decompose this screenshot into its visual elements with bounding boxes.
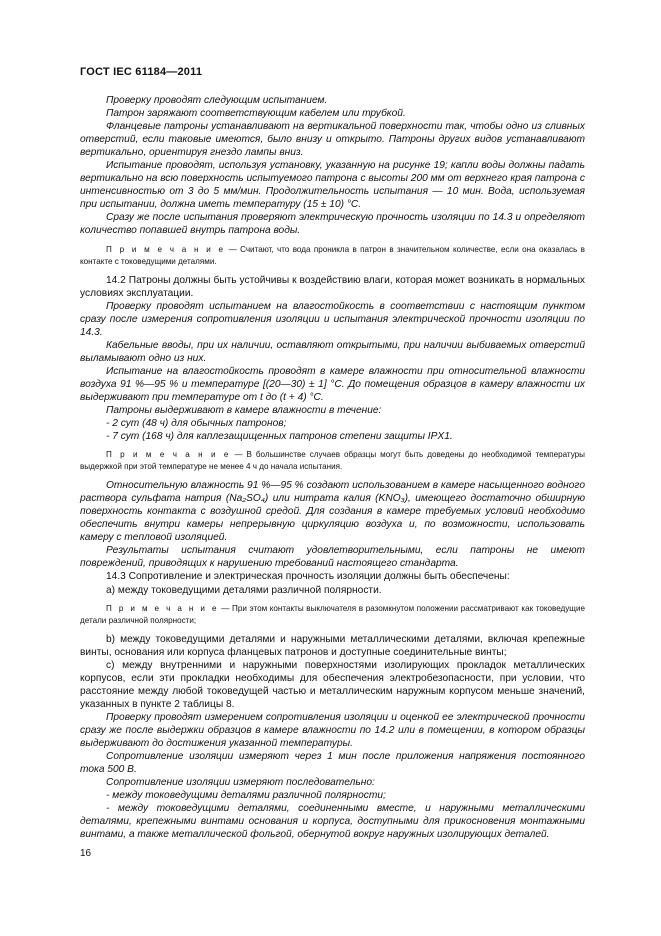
paragraph: Патроны выдерживают в камере влажности в течение: <box>106 404 382 416</box>
paragraph: Относительную влажность 91 %—95 % создают использованием в камере насыщенного водного раствора сульфата натрия (Na₂SO₄) или нитрата калия (KNO₃), имеющего достаточно обширную поверхность контакта с воздушной средой. Для создания в камере требуемых условий необходимо обеспечить внутри камеры непрерывную циркуляцию воздуха и, по возможности, использовать камеру с тепловой изоляцией. <box>80 480 585 544</box>
paragraph: Сопротивление изоляции измеряют через 1 мин после приложения напряжения постоянного тока 500 В. <box>80 750 585 776</box>
note-label: П р и м е ч а н и е <box>106 450 231 460</box>
paragraph: Проверку проводят испытанием на влагостойкость в соответствии с настоящим пунктом сразу после измерения сопротивления изоляции и испытания электрической прочности изоляции по 14.3. <box>80 300 585 338</box>
paragraph: c) между внутренними и наружными поверхностями изолирующих прокладок металлических корпусов, если эти прокладки необходимы для обеспечения электробезопасности, при условии, что расстояние между любой токоведущей частью и металлическим наружным корпусом меньше значений, указанных в пункте 2 таблицы 8. <box>80 659 585 710</box>
paragraph: 14.2 Патроны должны быть устойчивы к воздействию влаги, которая может возникать в нормальных условиях эксплуатации. <box>80 274 585 299</box>
paragraph: - между токоведущими деталями различной полярности; <box>106 790 386 802</box>
paragraph: 14.3 Сопротивление и электрическая прочность изоляции должны быть обеспечены: <box>106 571 510 583</box>
note-text: — В большинстве случаев образцы могут быть доведены до необходимой температуры выдержкой при этой температуре не менее 4 ч до начала испытания. <box>80 450 585 472</box>
paragraph: Сопротивление изоляции измеряют последовательно: <box>106 777 375 789</box>
paragraph: Проверку проводят измерением сопротивления изоляции и оценкой ее электрической прочности сразу же после выдержки образцов в камере влажности по 14.2 или в помещении, в котором образцы выдерживают до достижения указанной температуры. <box>80 711 585 749</box>
paragraph: - между токоведущими деталями, соединенными вместе, и наружными металлическими деталями, крепежными винтами основания и корпуса, доступными для прикосновения монтажными винтами, а также металлической фольгой, обернутой вокруг наружных изолирующих деталей. <box>80 803 585 841</box>
page-number: 16 <box>80 848 92 859</box>
paragraph: Испытание проводят, используя установку, указанную на рисунке 19; капли воды должны падать вертикально на всю поверхность испытуемого патрона с высоты 200 мм от верхнего края патрона с интенсивностью от 3 до 5 мм/мин. Продолжительность испытания — 10 мин. Вода, используемая при испытании, должна иметь температуру (15 ± 10) °С. <box>80 160 585 211</box>
note-label: П р и м е ч а н и е <box>106 244 226 254</box>
paragraph: b) между токоведущими деталями и наружными металлическими деталями, включая крепежные винты, основания или корпуса фланцевых патронов и доступные соединительные винты; <box>80 633 585 658</box>
document-body <box>80 94 585 841</box>
paragraph: Проверку проводят следующим испытанием. <box>106 95 328 106</box>
note-text: — При этом контакты выключателя в разомкнутом положении рассматривают как токоведущие детали различной полярности; <box>80 603 585 625</box>
paragraph: а) между токоведущими деталями различной полярности. <box>106 584 382 596</box>
list-item: - 2 сут (48 ч) для обычных патронов; <box>106 418 287 430</box>
note-label: П р и м е ч а н и е <box>106 603 219 613</box>
note-paragraph <box>80 603 585 627</box>
paragraph: Кабельные вводы, при их наличии, оставляют открытыми, при наличии выбиваемых отверстий выламывают одно из них. <box>80 339 585 364</box>
paragraph: Фланцевые патроны устанавливают на вертикальной поверхности так, чтобы одно из сливных отверстий, если таковые имеются, было внизу и открыто. Патроны других видов устанавливают вертикально, ориентируя гнездо лампы вниз. <box>80 121 585 159</box>
note-text: — Считают, что вода проникла в патрон в значительном количестве, если она оказалась в контакте с токоведущими деталями. <box>80 244 585 266</box>
note-paragraph <box>80 244 585 268</box>
document-header: ГОСТ IEC 61184—2011 <box>80 66 203 78</box>
list-item: - 7 сут (168 ч) для каплезащищенных патронов степени защиты IPX1. <box>106 431 453 443</box>
paragraph: Сразу же после испытания проверяют электрическую прочность изоляции по 14.3 и определяют количество попавшей внутрь патрона воды. <box>80 212 585 237</box>
paragraph: Испытание на влагостойкость проводят в камере влажности при относительной влажности воздуха 91 %—95 % и температуре [(20—30) ± 1] °С. До помещения образцов в камеру влажности их выдерживают при температуре от t до (t + 4) °С. <box>80 365 585 403</box>
paragraph: Патрон заряжают соответствующим кабелем или трубкой. <box>106 108 406 120</box>
note-paragraph <box>80 449 585 473</box>
paragraph: Результаты испытания считают удовлетворительными, если патроны не имеют повреждений, приводящих к нарушению требований настоящего стандарта. <box>80 545 585 570</box>
